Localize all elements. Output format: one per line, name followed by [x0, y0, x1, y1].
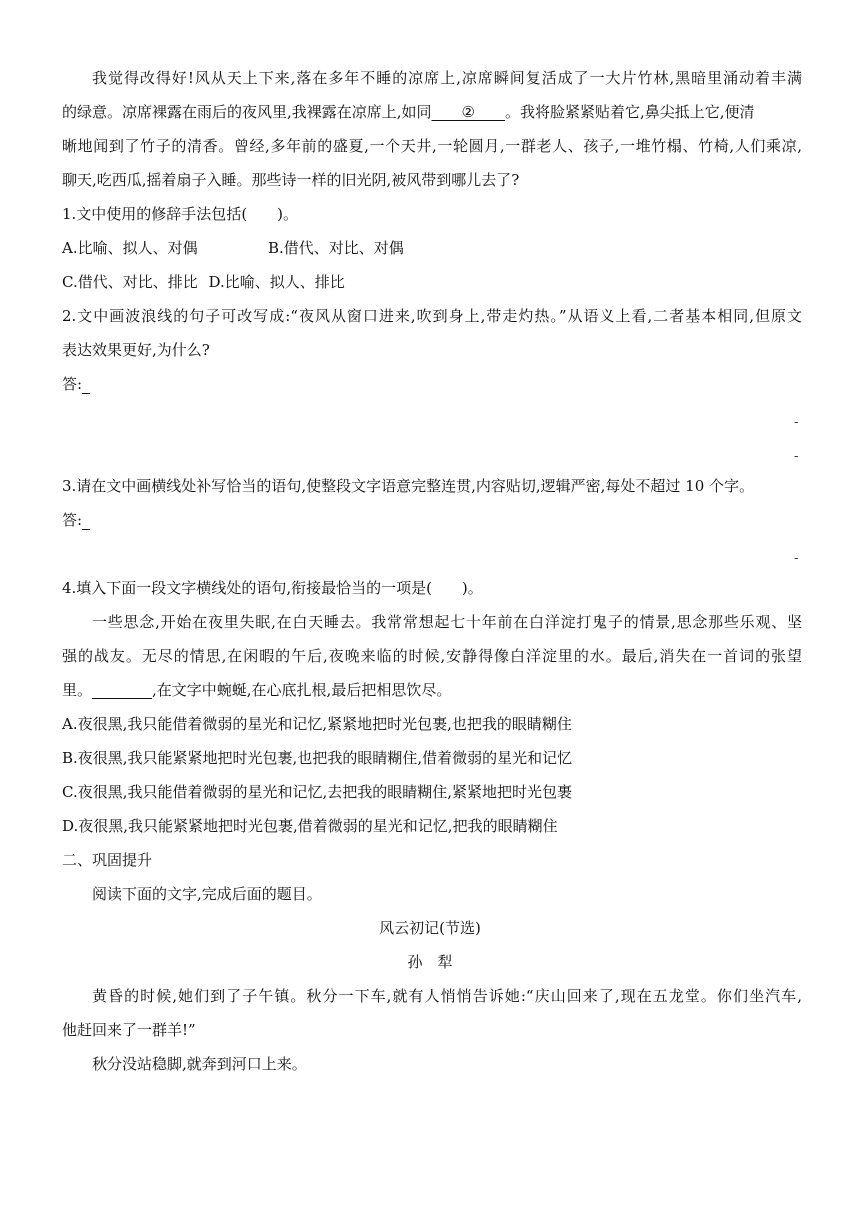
question-4-para-line-3 — [62, 680, 802, 700]
question-4-para-line-2: 强的战友。无尽的情思,在闲暇的午后,夜晚来临的时候,安静得像白洋淀里的水。最后,消失在一首词的张望 — [62, 647, 802, 665]
option-4c: C.夜很黑,我只能借着微弱的星光和记忆,去把我的眼睛糊住,紧紧地把时光包裹 — [62, 783, 573, 801]
option-4d: D.夜很黑,我只能紧紧地把时光包裹,借着微弱的星光和记忆,把我的眼睛糊住 — [62, 817, 558, 835]
option-1a: A.比喻、拟人、对偶 — [62, 239, 198, 257]
passage-line-2 — [62, 102, 802, 122]
dash-mark-2: - — [794, 449, 799, 464]
article-para-2: 秋分没站稳脚,就奔到河口上来。 — [92, 1055, 307, 1073]
option-1b: B.借代、对比、对偶 — [268, 239, 404, 257]
dash-mark-1: - — [794, 415, 799, 430]
answer-label-2: 答: — [62, 375, 83, 393]
question-4-para-line-3-tail: ,在文字中蜿蜒,在心底扎根,最后把相思饮尽。 — [152, 681, 452, 699]
question-4-para-line-3-head: 里。 — [62, 681, 93, 699]
option-4a: A.夜很黑,我只能借着微弱的星光和记忆,紧紧地把时光包裹,也把我的眼睛糊住 — [62, 715, 572, 733]
option-4b: B.夜很黑,我只能紧紧地把时光包裹,也把我的眼睛糊住,借着微弱的星光和记忆 — [62, 749, 573, 767]
dash-mark-3: - — [794, 551, 799, 566]
question-4-para-line-1: 一些思念,开始在夜里失眠,在白天睡去。我常常想起七十年前在白洋淀打鬼子的情景,思念那些乐观、坚 — [92, 613, 802, 631]
article-para-1-line-1: 黄昏的时候,她们到了子午镇。秋分一下车,就有人悄悄告诉她:“庆山回来了,现在五龙堂。你们坐汽车, — [92, 987, 802, 1005]
article-para-1-line-2: 他赶回来了一群羊!” — [62, 1021, 196, 1039]
passage-line-3: 晰地闻到了竹子的清香。曾经,多年前的盛夏,一个天井,一轮圆月,一群老人、孩子,一堆竹榻、竹椅,人们乘凉, — [62, 137, 802, 155]
passage-line-1: 我觉得改得好!风从天上下来,落在多年不睡的凉席上,凉席瞬间复活成了一大片竹林,黑暗里涌动着丰满 — [92, 69, 802, 87]
question-1-options-row-2 — [62, 272, 802, 292]
question-1-stem: 1.文中使用的修辞手法包括( )。 — [62, 205, 299, 223]
section-heading: 二、巩固提升 — [62, 851, 153, 869]
article-title: 风云初记(节选) — [379, 919, 481, 937]
question-1-options-row-1 — [62, 238, 802, 258]
section-instruction: 阅读下面的文字,完成后面的题目。 — [92, 885, 322, 903]
question-2-line-1: 2.文中画波浪线的句子可改写成:“夜风从窗口进来,吹到身上,带走灼热。”从语义上看,二者基本相同,但原文 — [62, 307, 802, 325]
question-3-answer — [62, 510, 802, 530]
passage-line-2-tail: 。我将脸紧紧贴着它,鼻尖抵上它,便清 — [505, 103, 755, 121]
answer-field-3[interactable] — [82, 515, 90, 530]
question-3-stem: 3.请在文中画横线处补写恰当的语句,使整段文字语意完整连贯,内容贴切,逻辑严密,每处不超过 10 个字。 — [62, 477, 755, 495]
passage-line-4: 聊天,吃西瓜,摇着扇子入睡。那些诗一样的旧光阴,被风带到哪儿去了? — [62, 171, 520, 189]
question-2-answer — [62, 374, 802, 394]
option-1c: C.借代、对比、排比 — [62, 273, 198, 291]
option-1d: D.比喻、拟人、排比 — [208, 273, 345, 291]
article-author: 孙 犁 — [407, 953, 453, 971]
answer-label-3: 答: — [62, 511, 83, 529]
answer-field-2[interactable] — [82, 379, 90, 394]
blank-2: ____②____ — [431, 103, 505, 121]
question-4-stem: 4.填入下面一段文字横线处的语句,衔接最恰当的一项是( )。 — [62, 579, 483, 597]
passage-line-2-text: 的绿意。凉席裸露在雨后的夜风里,我裸露在凉席上,如同 — [62, 103, 432, 121]
question-2-line-2: 表达效果更好,为什么? — [62, 341, 210, 359]
blank-4: ________ — [92, 681, 153, 699]
